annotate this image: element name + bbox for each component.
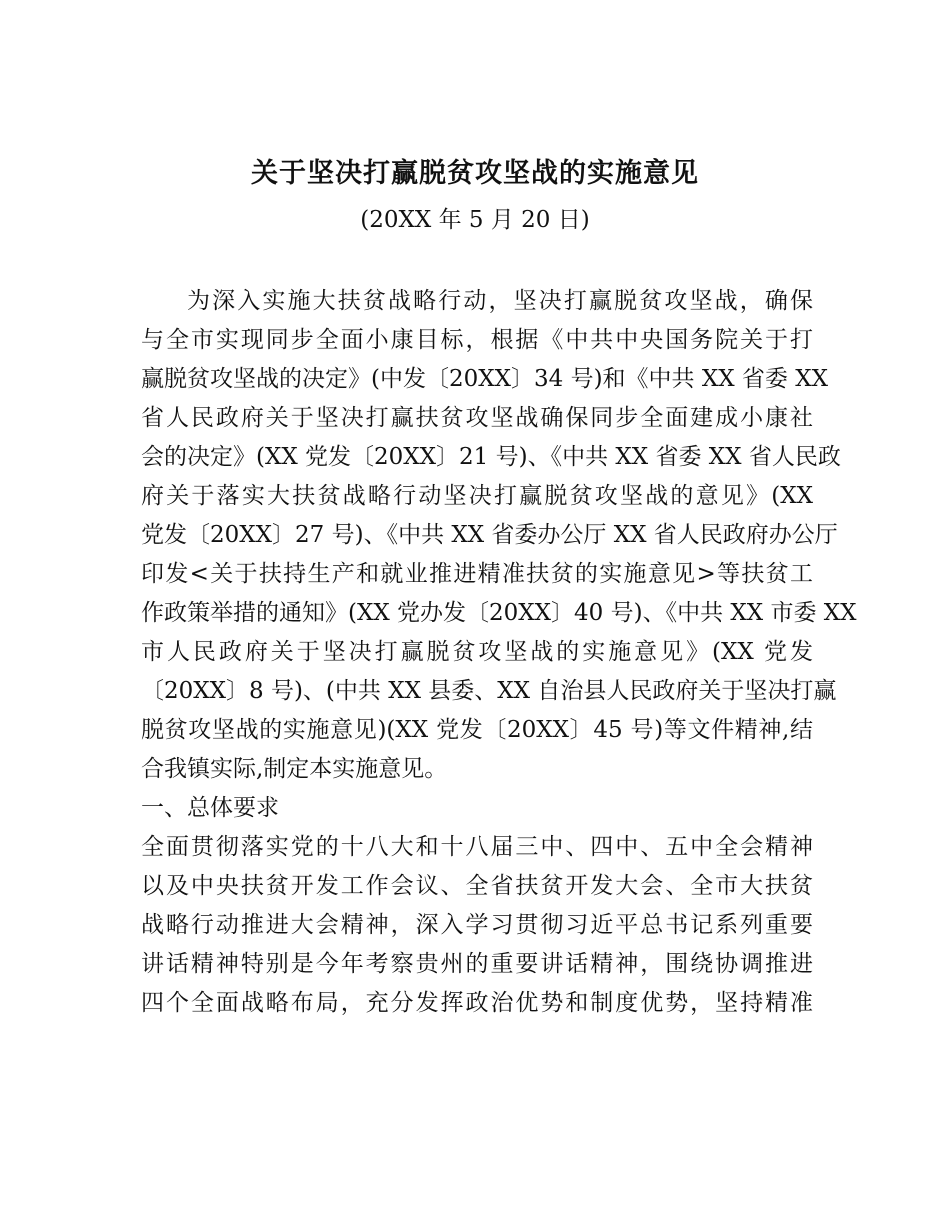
document-body — [141, 282, 857, 1023]
text-line: 四个全面战略布局，充分发挥政治优势和制度优势，坚持精准 — [141, 990, 813, 1016]
text-line: 脱贫攻坚战的实施意见)(XX 党发〔20XX〕45 号)等文件精神,结 — [141, 717, 813, 743]
text-line: 与全市实现同步全面小康目标，根据《中共中央国务院关于打 — [141, 327, 813, 353]
text-line: 府关于落实大扶贫战略行动坚决打赢脱贫攻坚战的意见》(XX — [141, 483, 813, 509]
text-line: 战略行动推进大会精神，深入学习贯彻习近平总书记系列重要 — [141, 912, 813, 938]
text-line: 印发<关于扶持生产和就业推进精准扶贫的实施意见>等扶贫工 — [141, 561, 813, 587]
text-line: 作政策举措的通知》(XX 党办发〔20XX〕40 号)、《中共 XX 市委 XX — [141, 600, 857, 626]
text-line: 合我镇实际,制定本实施意见。 — [141, 756, 448, 782]
text-line: 以及中央扶贫开发工作会议、全省扶贫开发大会、全市大扶贫 — [141, 873, 813, 899]
document-title: 关于坚决打赢脱贫攻坚战的实施意见 — [251, 158, 699, 189]
text-line: 讲话精神特别是今年考察贵州的重要讲话精神，围绕协调推进 — [141, 951, 813, 977]
paragraph-general-requirements — [141, 828, 813, 1023]
text-line: 会的决定》(XX 党发〔20XX〕21 号)、《中共 XX 省委 XX 省人民政 — [141, 444, 841, 470]
text-line: 省人民政府关于坚决打赢扶贫攻坚战确保同步全面建成小康社 — [141, 405, 813, 431]
text-line: 为深入实施大扶贫战略行动，坚决打赢脱贫攻坚战，确保 — [187, 288, 813, 314]
document-date: (20XX 年 5 月 20 日) — [360, 207, 590, 233]
text-line: 党发〔20XX〕27 号)、《中共 XX 省委办公厅 XX 省人民政府办公厅 — [141, 522, 838, 548]
text-line: 赢脱贫攻坚战的决定》(中发〔20XX〕34 号)和《中共 XX 省委 XX — [141, 366, 828, 392]
text-line: 〔20XX〕8 号)、(中共 XX 县委、XX 自治县人民政府关于坚决打赢 — [141, 678, 837, 704]
section-heading: 一、总体要求 — [141, 795, 279, 821]
text-line: 市人民政府关于坚决打赢脱贫攻坚战的实施意见》(XX 党发 — [141, 639, 813, 665]
paragraph-intro — [141, 282, 857, 789]
text-line: 全面贯彻落实党的十八大和十八届三中、四中、五中全会精神 — [141, 834, 813, 860]
